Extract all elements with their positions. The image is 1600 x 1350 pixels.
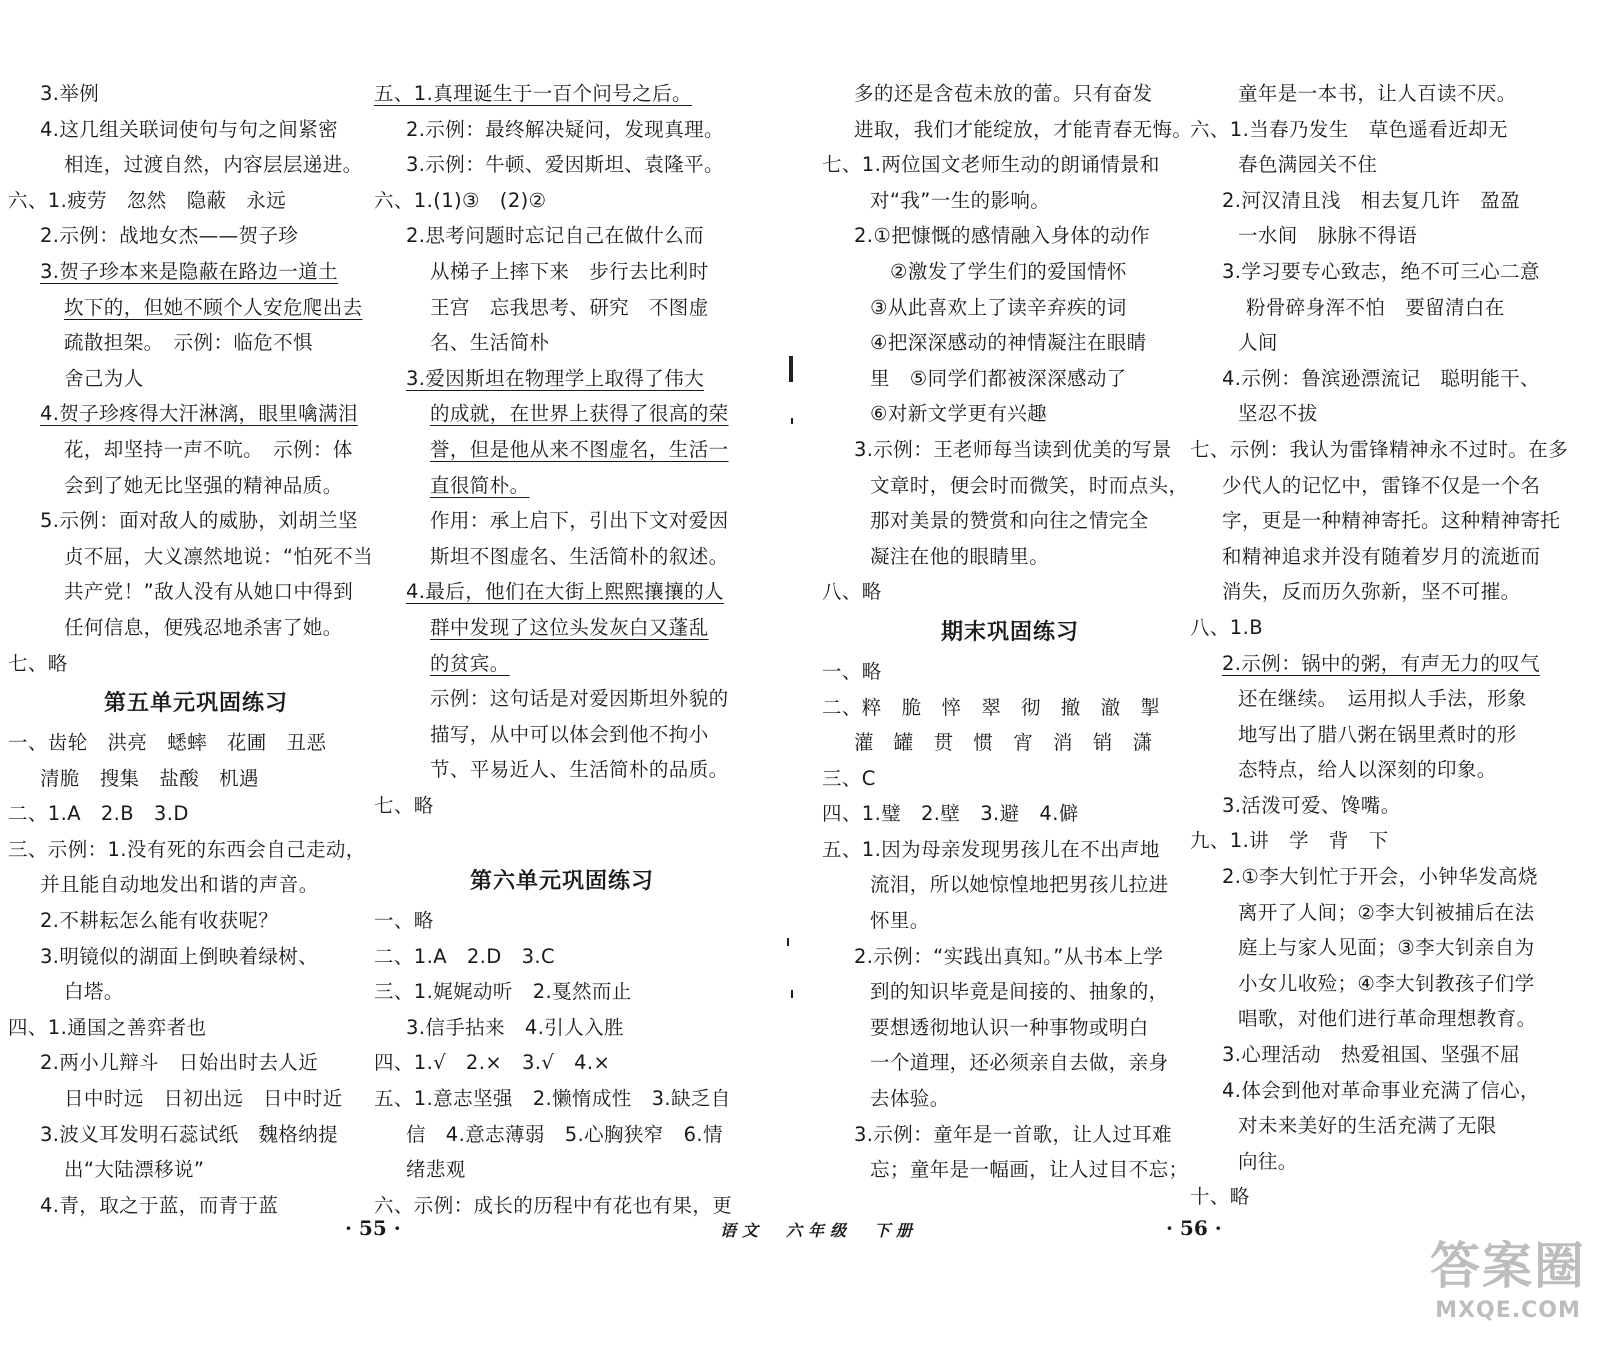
scan-mark	[791, 990, 793, 998]
answer-line: 疏散担架。 示例：临危不惧	[64, 331, 313, 355]
scan-mark	[789, 356, 793, 382]
answer-line: 忘；童年是一幅画，让人过目不忘；	[870, 1158, 1189, 1182]
answer-line: 4.青，取之于蓝，而青于蓝	[40, 1193, 279, 1217]
answer-line: 共产党！”敌人没有从她口中得到	[64, 580, 354, 604]
answer-line: 的贫宾。	[430, 651, 510, 675]
answer-line: 5.示例：面对敌人的威胁，刘胡兰坚	[40, 509, 358, 533]
answer-line: 并且能自动地发出和谐的声音。	[40, 873, 319, 897]
answer-line: 2.不耕耘怎么能有收获呢？	[40, 909, 279, 933]
answer-line: 清脆 搜集 盐酸 机遇	[40, 766, 259, 790]
answer-line: 舍己为人	[64, 366, 144, 390]
answer-line: 坚忍不拔	[1238, 402, 1318, 426]
answer-line: 和精神追求并没有随着岁月的流逝而	[1222, 544, 1541, 568]
answer-line: 描写，从中可以体会到他不拘小	[430, 722, 709, 746]
answer-line: 对未来美好的生活充满了无限	[1238, 1114, 1497, 1138]
answer-line: ⑥对新文学更有兴趣	[870, 402, 1048, 426]
answer-line: 2.示例：最终解决疑问，发现真理。	[406, 117, 724, 141]
answer-column-3	[822, 76, 1198, 1188]
answer-line: 任何信息，便残忍地杀害了她。	[64, 615, 343, 639]
answer-line: 进取，我们才能绽放，才能青春无悔。	[854, 117, 1193, 141]
scan-mark	[787, 938, 789, 946]
answer-line: 坎下的，但她不顾个人安危爬出去	[64, 295, 363, 319]
answer-column-4	[1190, 76, 1569, 1215]
answer-line: 信 4.意志薄弱 5.心胸狭窄 6.情	[406, 1122, 723, 1146]
answer-line: 4.这几组关联词使句与句之间紧密	[40, 117, 339, 141]
answer-line: 誉，但是他从来不图虚名，生活一	[430, 437, 729, 461]
answer-line: 向往。	[1238, 1149, 1298, 1173]
answer-line: 会到了她无比坚强的精神品质。	[64, 473, 343, 497]
answer-line: 地写出了腊八粥在锅里煮时的形	[1238, 722, 1517, 746]
answer-line: 三、1.娓娓动听 2.戛然而止	[374, 980, 632, 1004]
answer-line: 八、略	[822, 580, 882, 604]
answer-line: 2.示例：“实践出真知。”从书本上学	[854, 944, 1164, 968]
answer-line: 2.思考问题时忘记自己在做什么而	[406, 224, 705, 248]
answer-line: 3.学习要专心致志，绝不可三心二意	[1222, 259, 1540, 283]
answer-line: 直很简朴。	[430, 473, 530, 497]
section-heading: 第六单元巩固练习	[469, 868, 654, 895]
answer-line: 4.示例：鲁滨逊漂流记 聪明能干、	[1222, 366, 1540, 390]
answer-line: 从梯子上摔下来 步行去比利时	[430, 259, 709, 283]
answer-line: 七、1.两位国文老师生动的朗诵情景和	[822, 153, 1160, 177]
answer-line: 4.体会到他对革命事业充满了信心，	[1222, 1078, 1540, 1102]
answer-line: 里 ⑤同学们都被深深感动了	[870, 366, 1127, 390]
answer-line: 要想透彻地认识一种事物或明白	[870, 1015, 1149, 1039]
answer-line: 4.最后，他们在大街上熙熙攘攘的人	[406, 580, 724, 604]
answer-line: 人间	[1238, 331, 1278, 355]
answer-line: 节、平易近人、生活简朴的品质。	[430, 758, 729, 782]
answer-line: 四、1.√ 2.× 3.√ 4.×	[374, 1051, 611, 1075]
answer-line: 三、示例：1.没有死的东西会自己走动，	[8, 837, 366, 861]
answer-line: 五、1.因为母亲发现男孩儿在不出声地	[822, 837, 1160, 861]
watermark-url: MXQE.COM	[1435, 1298, 1581, 1323]
answer-line: 2.两小儿辩斗 日始出时去人近	[40, 1051, 319, 1075]
answer-line: 一、略	[374, 909, 434, 933]
answer-line: 日中时远 日初出远 日中时近	[64, 1087, 343, 1111]
answer-line: 3.活泼可爱、馋嘴。	[1222, 793, 1401, 817]
page-number-left: · 55 ·	[345, 1216, 401, 1240]
answer-line: 3.贺子珍本来是隐蔽在路边一道土	[40, 259, 339, 283]
answer-column-2	[374, 76, 750, 1223]
answer-line: 绪悲观	[406, 1158, 466, 1182]
answer-line: 怀里。	[870, 909, 930, 933]
answer-line: 2.示例：战地女杰——贺子珍	[40, 224, 299, 248]
answer-line: 五、1.意志坚强 2.懒惰成性 3.缺乏自	[374, 1087, 731, 1111]
answer-line: 贞不屈，大义凛然地说：“怕死不当	[64, 544, 374, 568]
answer-line: 七、略	[374, 793, 434, 817]
answer-line: 3.举例	[40, 82, 100, 105]
answer-line: 春色满园关不住	[1238, 153, 1378, 177]
answer-line: 六、1.(1)③ (2)②	[374, 188, 547, 212]
answer-line: 相连，过渡自然，内容层层递进。	[64, 153, 363, 177]
answer-line: 3.波义耳发明石蕊试纸 魏格纳提	[40, 1122, 339, 1146]
answer-line: 六、1.当春乃发生 草色遥看近却无	[1190, 117, 1508, 141]
answer-line: 一个道理，还必须亲自去做，亲身	[870, 1051, 1169, 1075]
answer-line: 去体验。	[870, 1087, 950, 1111]
answer-line: 斯坦不图虚名、生活简朴的叙述。	[430, 544, 729, 568]
answer-line: 灌 罐 贯 惯 宵 消 销 潇	[854, 731, 1153, 755]
answer-line: 少代人的记忆中，雷锋不仅是一个名	[1222, 473, 1541, 497]
answer-line: 小女儿收殓；④李大钊教孩子们学	[1238, 971, 1535, 995]
answer-line: 二、1.A 2.D 3.C	[374, 944, 555, 968]
answer-line: 七、示例：我认为雷锋精神永不过时。在多	[1190, 437, 1569, 461]
book-footer: 语文 六年级 下册	[720, 1221, 919, 1240]
answer-line: 3.爱因斯坦在物理学上取得了伟大	[406, 366, 705, 390]
answer-line: 的成就，在世界上获得了很高的荣	[430, 402, 729, 426]
answer-line: 离开了人间；②李大钊被捕后在法	[1238, 900, 1535, 924]
answer-line: 粉骨碎身浑不怕 要留清白在	[1246, 295, 1505, 319]
answer-line: 四、1.璧 2.壁 3.避 4.僻	[822, 802, 1079, 826]
answer-line: 二、粹 脆 悴 翠 彻 撤 澈 掣	[822, 695, 1161, 719]
answer-line: 童年是一本书，让人百读不厌。	[1238, 82, 1517, 105]
section-heading: 第五单元巩固练习	[103, 690, 288, 717]
answer-line: 一、略	[822, 659, 882, 683]
answer-line: 四、1.通国之善弈者也	[8, 1015, 207, 1039]
answer-line: 示例：这句话是对爱因斯坦外貌的	[430, 687, 729, 711]
answer-line: 消失，反而历久弥新，坚不可摧。	[1222, 580, 1521, 604]
page-number-right: · 56 ·	[1166, 1216, 1222, 1240]
answer-line: 态特点，给人以深刻的印象。	[1238, 758, 1497, 782]
answer-line: 流泪，所以她惊惶地把男孩儿拉进	[870, 873, 1169, 897]
answer-line: 名、生活简朴	[430, 331, 550, 355]
answer-line: 十、略	[1190, 1185, 1250, 1209]
answer-line: 唱歌，对他们进行革命理想教育。	[1238, 1007, 1537, 1031]
answer-line: 多的还是含苞未放的蕾。只有奋发	[854, 82, 1153, 105]
answer-line: 字，更是一种精神寄托。这种精神寄托	[1222, 509, 1561, 533]
answer-line: 3.明镜似的湖面上倒映着绿树、	[40, 944, 319, 968]
answer-line: 六、示例：成长的历程中有花也有果，更	[374, 1193, 733, 1217]
answer-line: 花，却坚持一声不吭。 示例：体	[64, 437, 353, 461]
answer-line: 那对美景的赞赏和向往之情完全	[870, 509, 1149, 533]
answer-line: 二、1.A 2.B 3.D	[8, 802, 189, 826]
answer-line: 4.贺子珍疼得大汗淋漓，眼里噙满泪	[40, 402, 358, 426]
answer-line: 还在继续。 运用拟人手法，形象	[1238, 687, 1527, 711]
section-heading: 期末巩固练习	[940, 618, 1079, 645]
answer-line: ②激发了学生们的爱国情怀	[890, 259, 1127, 283]
answer-line: 2.河汉清且浅 相去复几许 盈盈	[1222, 188, 1521, 212]
answer-line: 3.示例：童年是一首歌，让人过耳难	[854, 1122, 1172, 1146]
answer-line: 三、C	[822, 766, 876, 790]
answer-line: 2.①把慷慨的感情融入身体的动作	[854, 224, 1150, 248]
answer-line: 王宫 忘我思考、研究 不图虚	[430, 295, 709, 319]
answer-line: 3.示例：牛顿、爱因斯坦、袁隆平。	[406, 153, 724, 177]
answer-line: 一、齿轮 洪亮 蟋蟀 花圃 丑恶	[8, 731, 327, 755]
answer-line: 作用：承上启下，引出下文对爱因	[430, 509, 729, 533]
answer-line: 五、1.真理诞生于一百个问号之后。	[374, 82, 692, 105]
answer-line: 八、1.B	[1190, 615, 1263, 639]
answer-column-1	[8, 76, 384, 1223]
answer-line: 出“大陆漂移说”	[64, 1158, 205, 1182]
scan-mark	[791, 418, 793, 424]
answer-line: 庭上与家人见面；③李大钊亲自为	[1238, 936, 1535, 960]
answer-line: 文章时，便会时而微笑，时而点头，	[870, 473, 1189, 497]
answer-line: 3.信手拈来 4.引人入胜	[406, 1015, 624, 1039]
answer-line: 到的知识毕竟是间接的、抽象的，	[870, 980, 1169, 1004]
answer-line: 九、1.讲 学 背 下	[1190, 829, 1389, 853]
answer-line: 六、1.疲劳 忽然 隐蔽 永远	[8, 188, 287, 212]
spacer	[374, 823, 750, 859]
answer-line: 对“我”一生的影响。	[870, 188, 1051, 212]
answer-line: ③从此喜欢上了读辛弃疾的词	[870, 295, 1127, 319]
answer-line: 2.①李大钊忙于开会，小钟华发高烧	[1222, 865, 1538, 889]
answer-line: 凝注在他的眼睛里。	[870, 544, 1050, 568]
answer-line: 白塔。	[64, 980, 124, 1004]
answer-line: 3.心理活动 热爱祖国、坚强不屈	[1222, 1043, 1521, 1067]
answer-line: ④把深深感动的神情凝注在眼睛	[870, 331, 1147, 355]
watermark-logo-text: 答案圈	[1430, 1237, 1586, 1295]
answer-line: 2.示例：锅中的粥，有声无力的叹气	[1222, 651, 1540, 675]
answer-line: 七、略	[8, 651, 68, 675]
answer-line: 3.示例：王老师每当读到优美的写景	[854, 437, 1172, 461]
answer-line: 一水间 脉脉不得语	[1238, 224, 1418, 248]
site-watermark	[1420, 1236, 1596, 1344]
answer-line: 群中发现了这位头发灰白又蓬乱	[430, 615, 709, 639]
